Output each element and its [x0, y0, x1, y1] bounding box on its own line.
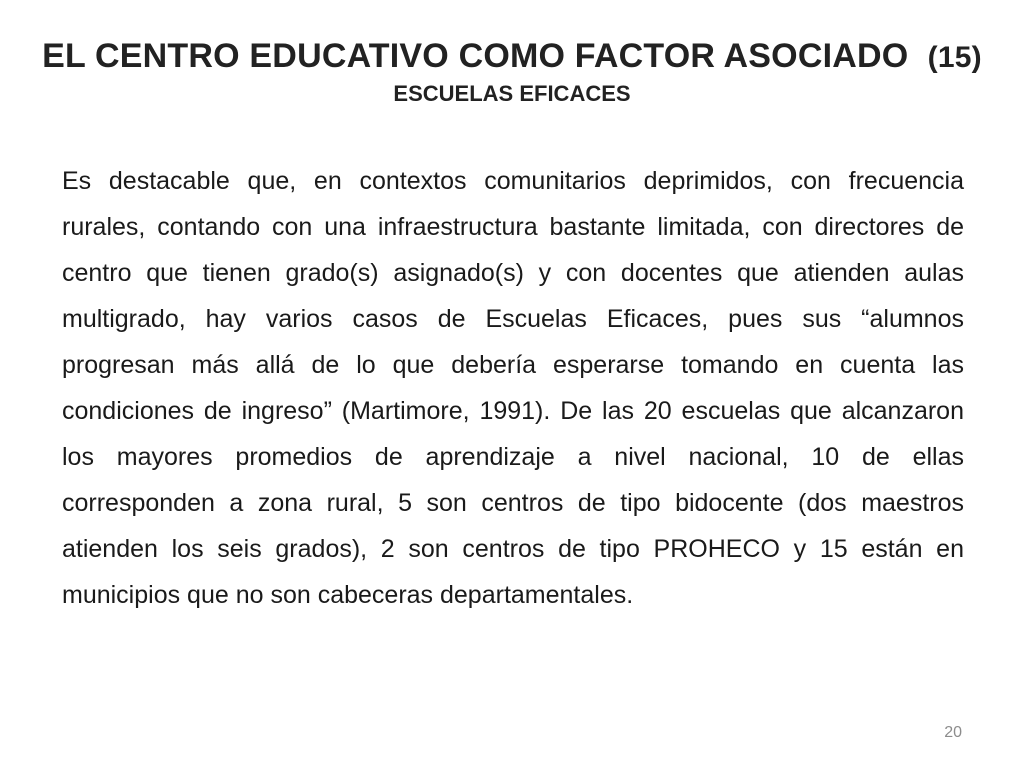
slide-subtitle: ESCUELAS EFICACES [393, 81, 631, 106]
slide-title-text: EL CENTRO EDUCATIVO COMO FACTOR ASOCIADO [42, 37, 909, 75]
title-block [0, 36, 1024, 108]
page-number: 20 [944, 724, 962, 741]
slide-title [0, 36, 1024, 78]
body-text: Es destacable que, en contextos comunitarios deprimidos, con frecuencia rurales, contando con una infraestructura bastante limitada, con directores de centro que tienen grado(s) asignado(s) y con docentes que atienden aulas multigrado, hay varios casos de Escuelas Eficaces, pues sus “alumnos progresan más allá de lo que debería esperarse tomando en cuenta las condiciones de ingreso” (Martimore, 1991). De las 20 escuelas que alcanzaron los mayores promedios de aprendizaje a nivel nacional, 10 de ellas corresponden a zona rural, 5 son centros de tipo bidocente (dos maestros atienden los seis grados), 2 son centros de tipo PROHECO y 15 están en municipios que no son cabeceras departamentales. [62, 167, 964, 609]
slide-title-number: (15) [927, 41, 982, 74]
